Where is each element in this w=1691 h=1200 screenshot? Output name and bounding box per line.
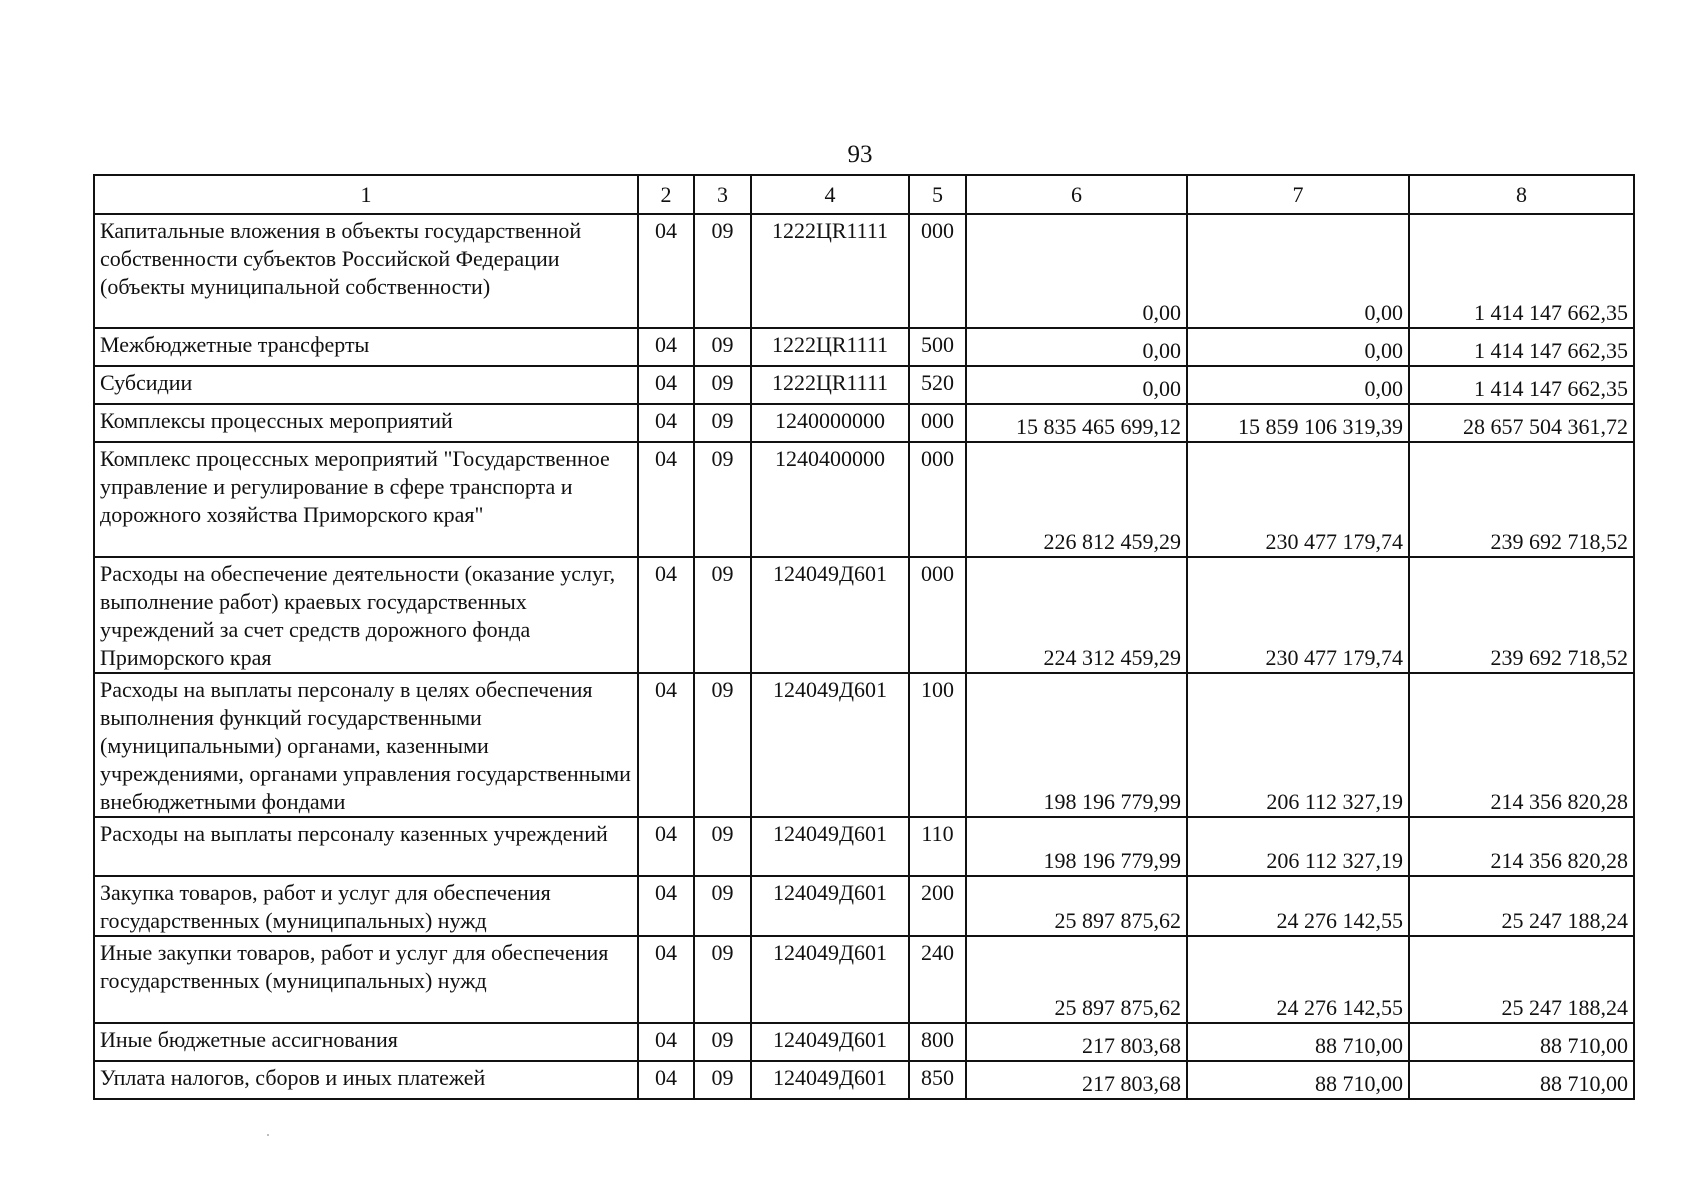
- header-cell-1: 1: [94, 175, 638, 214]
- scan-speck: [267, 1134, 269, 1136]
- row-name: Расходы на выплаты персоналу казенных учреждений: [94, 817, 638, 876]
- row-col-4: 124049Д601: [751, 557, 909, 673]
- row-col-7: 230 477 179,74: [1187, 442, 1409, 557]
- header-row: [94, 175, 1634, 214]
- row-name: Субсидии: [94, 366, 638, 404]
- row-name: Иные бюджетные ассигнования: [94, 1023, 638, 1061]
- row-col-4: 1222ЦR1111: [751, 366, 909, 404]
- row-col-2: 04: [638, 557, 694, 673]
- row-name: Иные закупки товаров, работ и услуг для обеспечения государственных (муниципальных) нужд: [94, 936, 638, 1023]
- row-col-7: 206 112 327,19: [1187, 817, 1409, 876]
- row-col-8: 1 414 147 662,35: [1409, 328, 1634, 366]
- row-col-4: 124049Д601: [751, 876, 909, 936]
- row-col-6: 217 803,68: [966, 1023, 1187, 1061]
- row-col-6: 25 897 875,62: [966, 936, 1187, 1023]
- header-cell-8: 8: [1409, 175, 1634, 214]
- row-col-3: 09: [694, 673, 751, 817]
- row-col-5: 240: [909, 936, 966, 1023]
- row-col-5: 000: [909, 557, 966, 673]
- row-col-7: 0,00: [1187, 214, 1409, 328]
- row-col-3: 09: [694, 404, 751, 442]
- row-col-2: 04: [638, 876, 694, 936]
- row-col-6: 0,00: [966, 214, 1187, 328]
- row-col-4: 124049Д601: [751, 817, 909, 876]
- table-row: [94, 817, 1634, 876]
- row-col-5: 850: [909, 1061, 966, 1099]
- row-col-3: 09: [694, 936, 751, 1023]
- table-row: [94, 1061, 1634, 1099]
- row-col-6: 15 835 465 699,12: [966, 404, 1187, 442]
- budget-table: [93, 174, 1635, 1100]
- row-col-4: 1222ЦR1111: [751, 214, 909, 328]
- table-row: [94, 442, 1634, 557]
- row-col-3: 09: [694, 366, 751, 404]
- table-row: [94, 366, 1634, 404]
- row-col-8: 88 710,00: [1409, 1023, 1634, 1061]
- row-col-7: 230 477 179,74: [1187, 557, 1409, 673]
- row-col-4: 124049Д601: [751, 1023, 909, 1061]
- page-number: 93: [847, 141, 873, 168]
- row-col-5: 000: [909, 442, 966, 557]
- table-row: [94, 876, 1634, 936]
- row-col-3: 09: [694, 817, 751, 876]
- row-col-6: 0,00: [966, 328, 1187, 366]
- row-col-4: 124049Д601: [751, 673, 909, 817]
- row-col-8: 25 247 188,24: [1409, 936, 1634, 1023]
- row-col-4: 1222ЦR1111: [751, 328, 909, 366]
- row-col-7: 0,00: [1187, 366, 1409, 404]
- row-col-7: 0,00: [1187, 328, 1409, 366]
- header-cell-6: 6: [966, 175, 1187, 214]
- row-col-3: 09: [694, 1061, 751, 1099]
- row-col-8: 1 414 147 662,35: [1409, 366, 1634, 404]
- row-col-8: 239 692 718,52: [1409, 557, 1634, 673]
- header-cell-4: 4: [751, 175, 909, 214]
- row-col-6: 25 897 875,62: [966, 876, 1187, 936]
- row-col-5: 110: [909, 817, 966, 876]
- row-col-4: 124049Д601: [751, 936, 909, 1023]
- row-col-6: 217 803,68: [966, 1061, 1187, 1099]
- row-col-2: 04: [638, 328, 694, 366]
- row-col-6: 198 196 779,99: [966, 817, 1187, 876]
- row-col-2: 04: [638, 404, 694, 442]
- header-cell-7: 7: [1187, 175, 1409, 214]
- header-cell-3: 3: [694, 175, 751, 214]
- row-col-5: 100: [909, 673, 966, 817]
- row-col-7: 15 859 106 319,39: [1187, 404, 1409, 442]
- row-col-6: 198 196 779,99: [966, 673, 1187, 817]
- row-col-8: 239 692 718,52: [1409, 442, 1634, 557]
- row-col-2: 04: [638, 1023, 694, 1061]
- table-row: [94, 673, 1634, 817]
- row-name: Расходы на выплаты персоналу в целях обеспечения выполнения функций государственными (муниципальными) органами, казенными учреждениями, органами управления государственными внебюджетными фондами: [94, 673, 638, 817]
- row-name: Расходы на обеспечение деятельности (оказание услуг, выполнение работ) краевых государственных учреждений за счет средств дорожного фонда Приморского края: [94, 557, 638, 673]
- row-col-5: 800: [909, 1023, 966, 1061]
- row-col-2: 04: [638, 936, 694, 1023]
- row-name: Закупка товаров, работ и услуг для обеспечения государственных (муниципальных) нужд: [94, 876, 638, 936]
- row-col-3: 09: [694, 1023, 751, 1061]
- row-col-8: 214 356 820,28: [1409, 817, 1634, 876]
- row-col-5: 520: [909, 366, 966, 404]
- row-col-8: 28 657 504 361,72: [1409, 404, 1634, 442]
- row-col-2: 04: [638, 366, 694, 404]
- row-col-6: 224 312 459,29: [966, 557, 1187, 673]
- row-col-3: 09: [694, 328, 751, 366]
- row-col-2: 04: [638, 442, 694, 557]
- header-cell-2: 2: [638, 175, 694, 214]
- row-col-2: 04: [638, 817, 694, 876]
- row-col-3: 09: [694, 442, 751, 557]
- row-col-8: 88 710,00: [1409, 1061, 1634, 1099]
- row-col-6: 226 812 459,29: [966, 442, 1187, 557]
- row-col-8: 1 414 147 662,35: [1409, 214, 1634, 328]
- row-col-3: 09: [694, 557, 751, 673]
- row-col-2: 04: [638, 214, 694, 328]
- row-col-4: 124049Д601: [751, 1061, 909, 1099]
- row-col-4: 1240000000: [751, 404, 909, 442]
- row-col-7: 24 276 142,55: [1187, 876, 1409, 936]
- row-col-3: 09: [694, 214, 751, 328]
- row-col-5: 000: [909, 214, 966, 328]
- table-row: [94, 214, 1634, 328]
- row-col-7: 88 710,00: [1187, 1023, 1409, 1061]
- row-col-2: 04: [638, 673, 694, 817]
- row-col-7: 88 710,00: [1187, 1061, 1409, 1099]
- row-col-5: 500: [909, 328, 966, 366]
- table-row: [94, 404, 1634, 442]
- row-col-8: 25 247 188,24: [1409, 876, 1634, 936]
- table-row: [94, 1023, 1634, 1061]
- row-name: Уплата налогов, сборов и иных платежей: [94, 1061, 638, 1099]
- table-row: [94, 328, 1634, 366]
- table-row: [94, 936, 1634, 1023]
- row-col-3: 09: [694, 876, 751, 936]
- row-name: Комплексы процессных мероприятий: [94, 404, 638, 442]
- table-row: [94, 557, 1634, 673]
- row-col-5: 200: [909, 876, 966, 936]
- row-col-7: 206 112 327,19: [1187, 673, 1409, 817]
- row-col-7: 24 276 142,55: [1187, 936, 1409, 1023]
- row-col-8: 214 356 820,28: [1409, 673, 1634, 817]
- row-col-2: 04: [638, 1061, 694, 1099]
- row-name: Межбюджетные трансферты: [94, 328, 638, 366]
- row-col-4: 1240400000: [751, 442, 909, 557]
- row-col-5: 000: [909, 404, 966, 442]
- row-name: Комплекс процессных мероприятий "Государственное управление и регулирование в сфере транспорта и дорожного хозяйства Приморского края": [94, 442, 638, 557]
- row-name: Капитальные вложения в объекты государственной собственности субъектов Российской Федерации (объекты муниципальной собственности): [94, 214, 638, 328]
- row-col-6: 0,00: [966, 366, 1187, 404]
- header-cell-5: 5: [909, 175, 966, 214]
